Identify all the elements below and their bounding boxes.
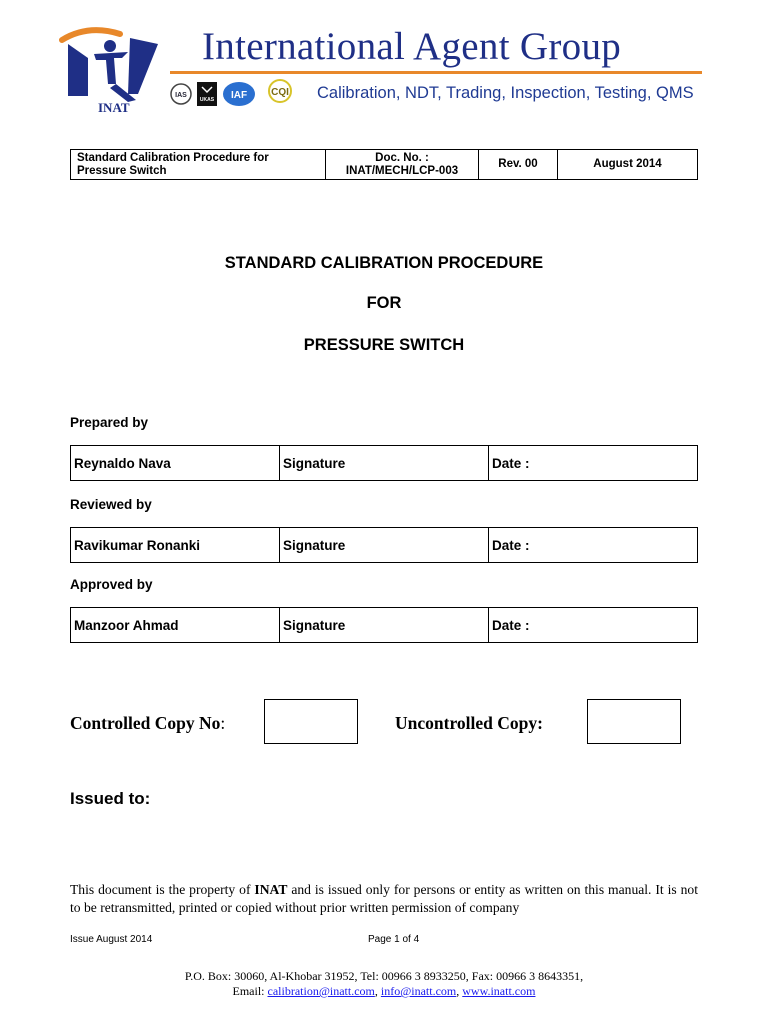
ukas-badge-icon [196, 80, 218, 108]
approver-date: Date : [489, 608, 698, 643]
approver-signature: Signature [280, 608, 489, 643]
issue-date-cell: August 2014 [558, 150, 698, 180]
prepared-by-label: Prepared by [70, 415, 149, 430]
accreditation-badges [170, 78, 300, 110]
calibration-email-link[interactable]: calibration@inatt.com [267, 984, 375, 998]
reviewed-by-label: Reviewed by [70, 497, 152, 512]
cqi-badge-icon [260, 80, 300, 108]
page-number: Page 1 of 4 [368, 934, 420, 945]
reviewed-by-table [70, 527, 698, 563]
svg-text:CQI: CQI [271, 87, 289, 98]
iaf-badge-icon [222, 80, 256, 108]
property-notice: This document is the property of INAT and is issued only for persons or entity as written on this manual. It is not to be retransmitted, printed or copied without prior written permission of company [70, 882, 698, 915]
controlled-copy-box [264, 699, 358, 744]
ias-badge-icon [170, 80, 192, 108]
revision-cell: Rev. 00 [479, 150, 558, 180]
approved-by-table [70, 607, 698, 643]
reviewer-date: Date : [489, 528, 698, 563]
logo-text: INAT [98, 100, 130, 115]
preparer-name: Reynaldo Nava [71, 446, 280, 481]
prepared-by-table [70, 445, 698, 481]
contact-emails: Email: calibration@inatt.com, info@inatt.com, www.inatt.com [232, 984, 536, 998]
svg-text:UKAS: UKAS [199, 97, 215, 103]
doc-number-cell: Doc. No. : INAT/MECH/LCP-003 [326, 150, 479, 180]
approved-by-label: Approved by [70, 577, 153, 592]
procedure-title-cell: Standard Calibration Procedure for Pressure Switch [71, 150, 326, 180]
issue-footer: Issue August 2014 [70, 934, 153, 945]
reviewer-signature: Signature [280, 528, 489, 563]
document-title-line3: PRESSURE SWITCH [303, 336, 465, 354]
uncontrolled-copy-label: Uncontrolled Copy: [395, 713, 543, 733]
document-control-table [70, 149, 698, 180]
issued-to-label: Issued to: [70, 789, 151, 808]
header-rule [170, 71, 702, 74]
preparer-signature: Signature [280, 446, 489, 481]
svg-text:IAF: IAF [230, 90, 248, 101]
document-title-line1: STANDARD CALIBRATION PROCEDURE [224, 254, 544, 272]
controlled-copy-label: Controlled Copy No: [70, 713, 226, 733]
reviewer-name: Ravikumar Ronanki [71, 528, 280, 563]
postal-address: P.O. Box: 30060, Al-Khobar 31952, Tel: 00966 3 8933250, Fax: 00966 3 8643351, [184, 969, 584, 983]
document-title-line2: FOR [366, 294, 402, 312]
info-email-link[interactable]: info@inatt.com [380, 984, 457, 998]
svg-text:IAS: IAS [175, 92, 187, 99]
website-link[interactable]: www.inatt.com [462, 984, 536, 998]
approver-name: Manzoor Ahmad [71, 608, 280, 643]
services-tagline: Calibration, NDT, Trading, Inspection, Testing, QMS [317, 84, 694, 102]
organization-name: International Agent Group [202, 25, 622, 68]
inat-logo [58, 24, 168, 116]
uncontrolled-copy-box [587, 699, 681, 744]
preparer-date: Date : [489, 446, 698, 481]
